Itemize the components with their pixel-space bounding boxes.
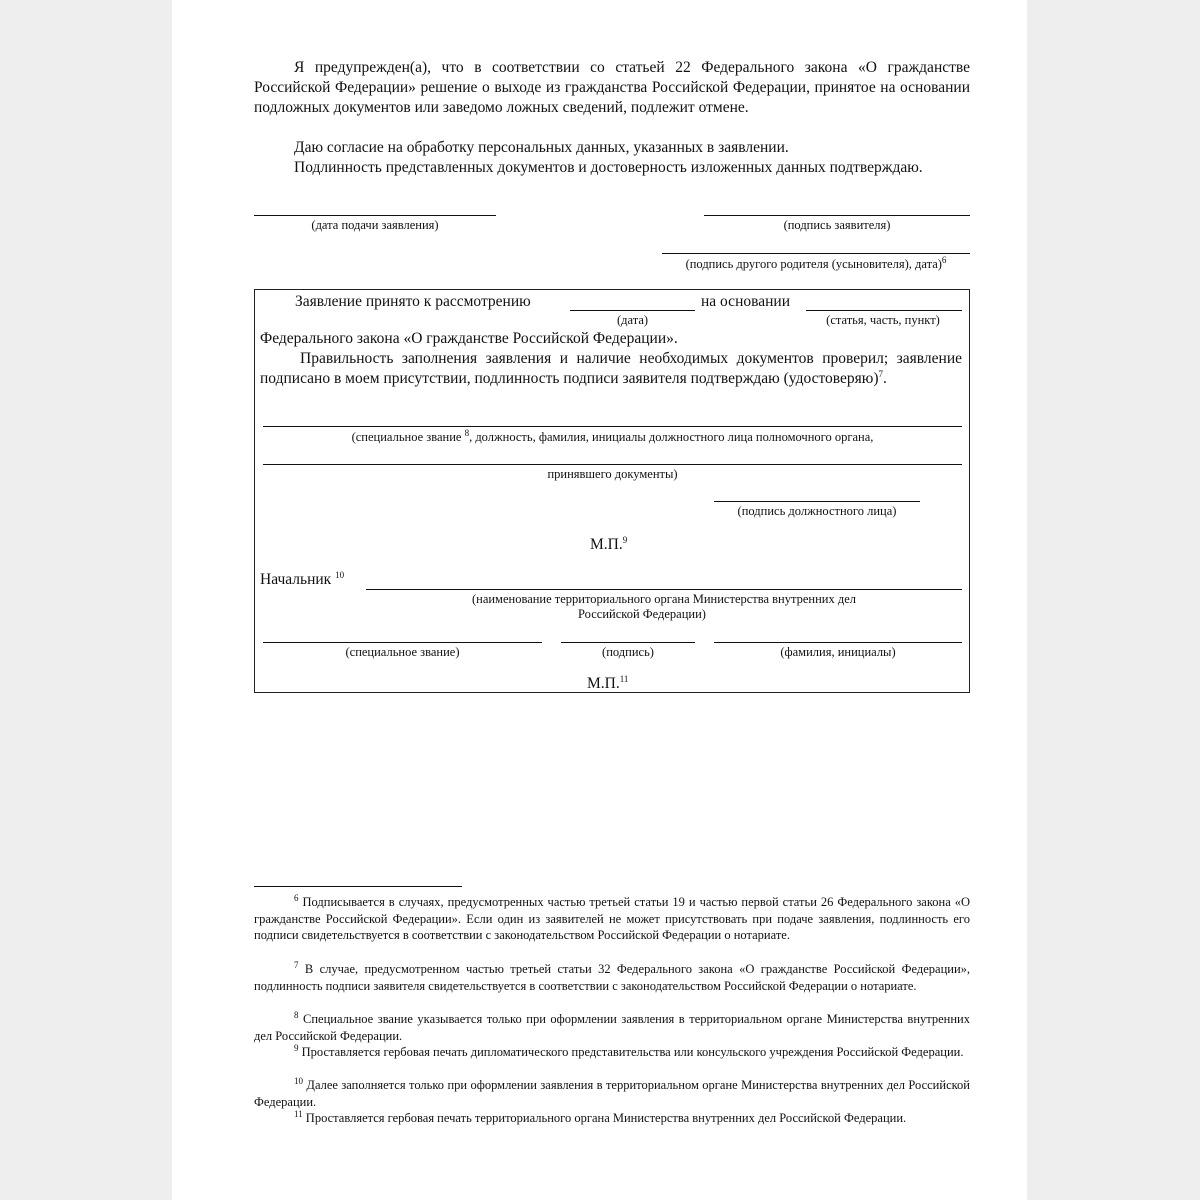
footnote-9: $^9$ Проставляется гербовая печать дипломатического представительства или консульского учреждения Российской Федерации. — [294, 1042, 964, 1059]
footnote-ref-8: 8 — [464, 427, 470, 438]
stamp2-label: М.П.$^{11}$ — [587, 673, 629, 692]
official-signature-caption: (подпись должностного лица) — [737, 504, 897, 518]
other-parent-caption: (подпись другого родителя (усыновителя), дата)$^6$ — [685, 254, 947, 271]
acceptance-date-caption: (дата) — [616, 313, 649, 327]
footnote-ref-10: 10 — [335, 569, 345, 580]
official-line-2 — [263, 464, 962, 465]
territorial-caption-2: Российской Федерации) — [578, 607, 706, 621]
footnote-ref-9: 9 — [622, 534, 628, 545]
article-caption: (статья, часть, пункт) — [826, 313, 940, 327]
verified-paragraph: Правильность заполнения заявления и наличие необходимых документов проверил; заявление подписано в моем присутствии, подлинность подписи заявителя подтверждаю (удостоверяю)$^7$. — [260, 350, 962, 387]
footnote-7: $^7$ В случае, предусмотренном частью третьей статьи 32 Федерального закона «О гражданстве Российской Федерации», подлинность подписи заявителя свидетельствуется в соответствии с законодательством Российской Федерации о нотариате. — [254, 959, 971, 993]
on-basis-text: на основании — [701, 293, 790, 310]
territorial-organ-line — [366, 589, 962, 590]
authenticity-paragraph: Подлинность представленных документов и достоверность изложенных данных подтверждаю. — [294, 159, 923, 176]
date-caption: (дата подачи заявления) — [311, 218, 439, 232]
footnote-11: $^{11}$ Проставляется гербовая печать территориального органа Министерства внутренних дел Российской Федерации. — [294, 1108, 907, 1125]
stamp-label: М.П.$^9$ — [590, 534, 628, 553]
acceptance-date-line — [570, 310, 695, 311]
applicant-signature-caption: (подпись заявителя) — [783, 218, 891, 232]
date-line — [254, 215, 496, 216]
warning-paragraph: Я предупрежден(а), что в соответствии со статьей 22 Федерального закона «О гражданстве Российской Федерации» решение о выходе из гражданства Российской Федерации, принятое на основании подложных документов или заведомо ложных сведений, подлежит отмене. — [254, 59, 970, 116]
chief-label: Начальник $^{10}$ — [260, 569, 345, 588]
official-line-1 — [263, 426, 962, 427]
footnote-10: $^{10}$ Далее заполняется только при оформлении заявления в территориальном органе Министерства внутренних дел Российской Федерации. — [254, 1075, 970, 1109]
footnote-6: $^6$ Подписывается в случаях, предусмотренных частью третьей статьи 19 и частью первой статьи 26 Федерального закона «О гражданстве Российской Федерации». Если один из заявителей не может присутствовать при подаче заявления, подлинность его подписи свидетельствуется в соответствии с законодательством Российской Федерации о нотариате. — [254, 892, 971, 942]
applicant-signature-line — [704, 215, 970, 216]
chief-signature-caption: (подпись) — [602, 645, 654, 659]
footnote-ref-6: 6 — [941, 254, 947, 265]
consent-paragraph: Даю согласие на обработку персональных данных, указанных в заявлении. — [294, 139, 789, 156]
name-line — [714, 642, 962, 643]
footnote-ref-7: 7 — [878, 368, 884, 379]
chief-signature-line — [561, 642, 695, 643]
footnote-separator — [254, 886, 462, 887]
official-caption-2: принявшего документы) — [547, 467, 678, 481]
law-text: Федерального закона «О гражданстве Российской Федерации». — [260, 330, 678, 347]
article-line — [806, 310, 962, 311]
footnote-8: $^8$ Специальное звание указывается только при оформлении заявления в территориальном органе Министерства внутренних дел Российской Федерации. — [254, 1009, 970, 1043]
rank-line — [263, 642, 542, 643]
rank-caption: (специальное звание) — [345, 645, 460, 659]
official-caption: (специальное звание $^8$, должность, фамилия, инициалы должностного лица полномочного органа, — [351, 427, 874, 444]
other-parent-signature-line — [662, 253, 970, 254]
footnote-ref-11: 11 — [619, 673, 629, 684]
territorial-caption-1: (наименование территориального органа Министерства внутренних дел — [471, 592, 857, 606]
accepted-text: Заявление принято к рассмотрению — [295, 293, 531, 310]
official-signature-line — [714, 501, 920, 502]
name-caption: (фамилия, инициалы) — [780, 645, 896, 659]
